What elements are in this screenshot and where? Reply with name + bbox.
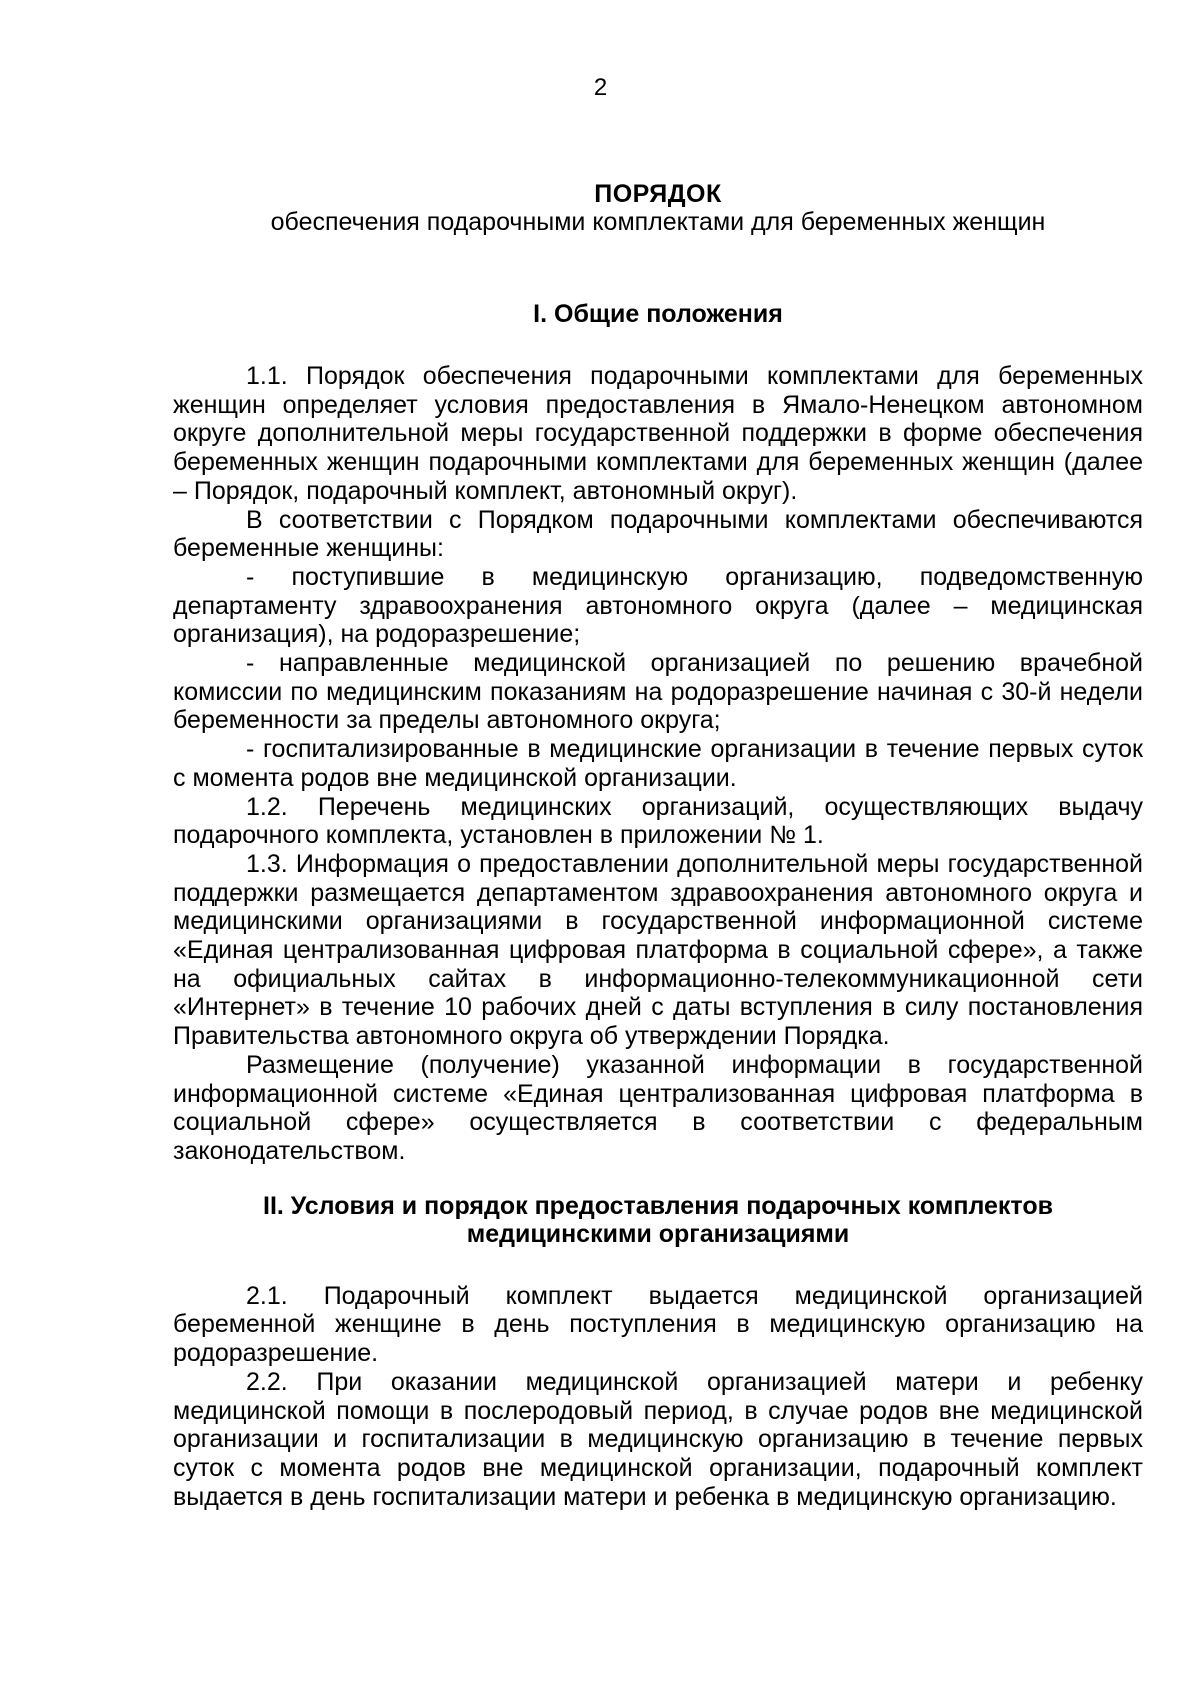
section-2-heading-line: II. Условия и порядок предоставления подарочных комплектов: [263, 1191, 1053, 1220]
section-1-paragraph: В соответствии с Порядком подарочными комплектами обеспечиваются беременные женщины:: [173, 505, 1143, 563]
section-1-list-item: - поступившие в медицинскую организацию, подведомственную департаменту здравоохранения автономного округа (далее – медицинская организация), на родоразрешение;: [173, 562, 1143, 649]
document-subtitle: обеспечения подарочными комплектами для беременных женщин: [270, 208, 1046, 236]
document-title: ПОРЯДОК: [594, 180, 722, 208]
section-1-list-item: - госпитализированные в медицинские организации в течение первых суток с момента родов вне медицинской организации.: [173, 735, 1143, 792]
document-body: [173, 180, 1143, 1511]
section-2-heading-line: медицинскими организациями: [466, 1219, 850, 1248]
section-1-list-item: - направленные медицинской организацией по решению врачебной комиссии по медицинским показаниям на родоразрешение начиная с 30-й недели беременности за пределы автономного округа;: [173, 649, 1143, 735]
section-1-paragraph: 1.2. Перечень медицинских организаций, осуществляющих выдачу подарочного комплекта, установлен в приложении № 1.: [173, 792, 1143, 850]
section-2-heading: [173, 1192, 1143, 1248]
page-number: 2: [593, 74, 608, 101]
section-1-paragraph: 1.1. Порядок обеспечения подарочными комплектами для беременных женщин определяет условия предоставления в Ямало-Ненецком автономном округе дополнительной меры государственной поддержки в форме обеспечения беременных женщин подарочными комплектами для беременных женщин (далее – Порядок, подарочный комплект, автономный округ).: [173, 362, 1143, 505]
section-1-paragraph: Размещение (получение) указанной информации в государственной информационной системе «Единая централизованная цифровая платформа в социальной сфере» осуществляется в соответствии с федеральным законодательством.: [173, 1050, 1143, 1165]
section-2-paragraph: 2.1. Подарочный комплект выдается медицинской организацией беременной женщине в день поступления в медицинскую организацию на родоразрешение.: [173, 1281, 1143, 1368]
section-1-paragraph: 1.3. Информация о предоставлении дополнительной меры государственной поддержки размещается департаментом здравоохранения автономного округа и медицинскими организациями в государственной информационной системе «Единая централизованная цифровая платформа в социальной сфере», а также на официальных сайтах в информационно-телекоммуникационной сети «Интернет» в течение 10 рабочих дней с даты вступления в силу постановления Правительства автономного округа об утверждении Порядка.: [173, 849, 1143, 1051]
section-1-heading: I. Общие положения: [533, 300, 783, 328]
section-2-paragraph: 2.2. При оказании медицинской организацией матери и ребенку медицинской помощи в послеродовый период, в случае родов вне медицинской организации и госпитализации в медицинскую организацию в течение первых суток с момента родов вне медицинской организации, подарочный комплект выдается в день госпитализации матери и ребенка в медицинскую организацию.: [173, 1367, 1143, 1511]
